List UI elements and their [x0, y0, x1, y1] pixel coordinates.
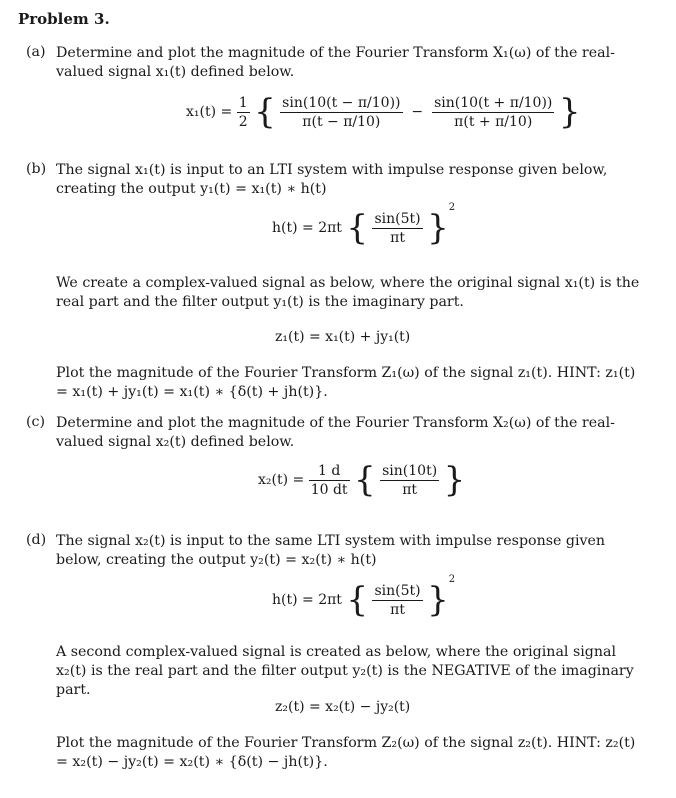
- part-b-text: The signal x₁(t) is input to an LTI system with impulse response given below, creating the output y₁(t) = x₁(t) ∗ h(t): [56, 162, 608, 197]
- part-d-label: (d): [26, 532, 47, 548]
- eq-c-lhs: x₂(t) =: [258, 472, 309, 488]
- part-a-equation: x₁(t) = $\frac{1}{2}$ { $\frac{\sin(10(t - \pi/10))}{\pi(t - \pi/10)}$ − $\frac{\sin(10(t + \pi/10))}{\pi(t + \pi/10)}$ }: [186, 92, 581, 132]
- part-b-label: (b): [26, 161, 47, 177]
- eq-a-minus: −: [411, 104, 424, 120]
- eq-c-deriv: $\frac{1 d}{10 dt}$: [310, 462, 348, 498]
- eq-b-h-frac: $\frac{\sin(5t)}{\pi t}$: [374, 210, 421, 246]
- eq-a-term2: $\frac{\sin(10(t + \pi/10))}{\pi(t + \pi/10)}$: [434, 94, 553, 130]
- eq-d-h-lhs: h(t) = 2πt: [272, 592, 342, 608]
- part-d-text2: A second complex-valued signal is created as below, where the original signal x₂(t) is the real part and the filter output y₂(t) is the NEGATIVE of the imaginary part.: [56, 644, 634, 698]
- part-d-text3: Plot the magnitude of the Fourier Transform Z₂(ω) of the signal z₂(t). HINT: z₂(t) = x₂(t) − jy₂(t) = x₂(t) ∗ {δ(t) − jh(t)}.: [56, 735, 636, 770]
- part-d-z-equation: z₂(t) = x₂(t) − jy₂(t): [275, 699, 411, 715]
- part-c-label: (c): [26, 414, 46, 430]
- part-c-text: Determine and plot the magnitude of the Fourier Transform X₂(ω) of the real-valued signal x₂(t) defined below.: [56, 415, 615, 450]
- eq-d-h-frac: $\frac{\sin(5t)}{\pi t}$: [374, 582, 421, 618]
- part-a-text: Determine and plot the magnitude of the Fourier Transform X₁(ω) of the real-valued signal x₁(t) defined below.: [56, 45, 615, 80]
- part-b-text3: Plot the magnitude of the Fourier Transform Z₁(ω) of the signal z₁(t). HINT: z₁(t) = x₁(t) + jy₁(t) = x₁(t) ∗ {δ(t) + jh(t)}.: [56, 365, 636, 400]
- part-a-label: (a): [26, 44, 46, 60]
- eq-b-h-lhs: h(t) = 2πt: [272, 220, 342, 236]
- part-d-h-equation: h(t) = 2πt { $\frac{\sin(5t)}{\pi t}$ }$^2$: [272, 574, 456, 620]
- problem-title: Problem 3.: [18, 10, 110, 28]
- eq-d-h-exponent: 2: [448, 574, 456, 585]
- part-b-text2: We create a complex-valued signal as below, where the original signal x₁(t) is the real part and the filter output y₁(t) is the imaginary part.: [56, 275, 640, 310]
- eq-b-h-exponent: 2: [448, 202, 456, 213]
- eq-a-lhs: x₁(t) =: [186, 104, 237, 120]
- eq-a-term1: $\frac{\sin(10(t - \pi/10))}{\pi(t - \pi/10)}$: [282, 94, 401, 130]
- eq-a-half: $\frac{1}{2}$: [238, 94, 248, 130]
- part-c-equation: x₂(t) = $\frac{1 d}{10 dt}$ { $\frac{\sin(10t)}{\pi t}$ }: [258, 460, 466, 500]
- part-d-text: The signal x₂(t) is input to the same LTI system with impulse response given below, creating the output y₂(t) = x₂(t) ∗ h(t): [56, 533, 606, 568]
- eq-c-sinc: $\frac{\sin(10t)}{\pi t}$: [382, 462, 438, 498]
- part-b-h-equation: h(t) = 2πt { $\frac{\sin(5t)}{\pi t}$ }$^2$: [272, 202, 456, 248]
- part-b-z-equation: z₁(t) = x₁(t) + jy₁(t): [275, 329, 411, 345]
